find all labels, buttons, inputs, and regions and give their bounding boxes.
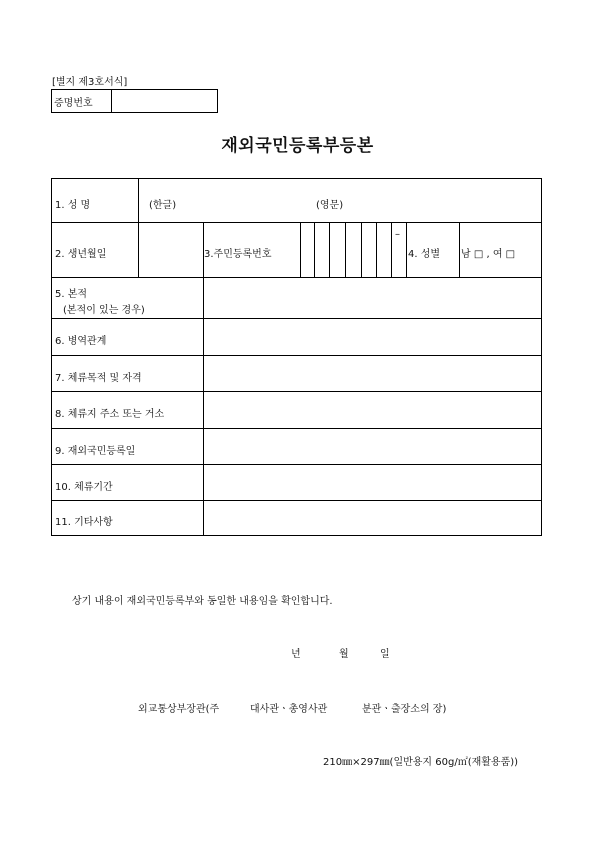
- certificate-number-box: [51, 89, 218, 113]
- issuer-part-3: 분관ㆍ출장소의 장): [362, 704, 447, 715]
- date-year: 년: [291, 649, 301, 660]
- digit-box-divider: [345, 222, 346, 277]
- name-label: 1. 성 명: [55, 200, 91, 211]
- column-divider: [203, 222, 204, 536]
- other-label: 11. 기타사항: [55, 517, 113, 528]
- certificate-number-field[interactable]: [112, 90, 217, 112]
- document-title: 재외국민등록부등본: [221, 136, 374, 156]
- sex-checkboxes[interactable]: 남 □ , 여 □: [461, 249, 516, 260]
- row-divider: [52, 318, 541, 319]
- issuer-part-2: 대사관ㆍ총영사관: [250, 704, 328, 715]
- digit-box-divider: [329, 222, 330, 277]
- military-label: 6. 병역관계: [55, 336, 107, 347]
- certificate-number-label: 증명번호: [52, 90, 112, 112]
- domicile-note: (본적이 있는 경우): [63, 305, 145, 316]
- stay-address-label: 8. 체류지 주소 또는 거소: [55, 409, 165, 420]
- digit-box-divider: [361, 222, 362, 277]
- domicile-label: 5. 본적: [55, 289, 88, 300]
- digit-box-divider: [314, 222, 315, 277]
- date-month: 월: [339, 649, 349, 660]
- column-divider: [459, 222, 460, 277]
- confirmation-notice: 상기 내용이 재외국민등록부와 동일한 내용임을 확인합니다.: [72, 596, 333, 607]
- sex-label: 4. 성별: [408, 249, 441, 260]
- form-number-label: [별지 제3호서식]: [52, 77, 128, 88]
- column-divider: [406, 222, 407, 277]
- resident-number-dash: –: [395, 229, 400, 240]
- name-korean-label: (한글): [149, 200, 177, 211]
- row-divider: [52, 391, 541, 392]
- digit-box-divider: [376, 222, 377, 277]
- registration-date-label: 9. 재외국민등록일: [55, 446, 136, 457]
- paper-size-footer: 210㎜×297㎜(일반용지 60g/㎡(재활용품)): [323, 757, 519, 768]
- column-divider: [300, 222, 301, 277]
- name-english-label: (영문): [316, 200, 344, 211]
- row-divider: [52, 277, 541, 278]
- column-divider: [138, 179, 139, 277]
- stay-purpose-label: 7. 체류목적 및 자격: [55, 373, 142, 384]
- birth-date-label: 2. 생년월일: [55, 249, 107, 260]
- date-day: 일: [380, 649, 390, 660]
- row-divider: [52, 464, 541, 465]
- row-divider: [52, 222, 541, 223]
- row-divider: [52, 428, 541, 429]
- row-divider: [52, 500, 541, 501]
- digit-box-divider: [391, 222, 392, 277]
- stay-period-label: 10. 체류기간: [55, 482, 113, 493]
- row-divider: [52, 355, 541, 356]
- resident-number-label: 3.주민등록번호: [204, 249, 272, 260]
- registration-table: [51, 178, 542, 536]
- issuer-part-1: 외교통상부장관(주: [138, 704, 220, 715]
